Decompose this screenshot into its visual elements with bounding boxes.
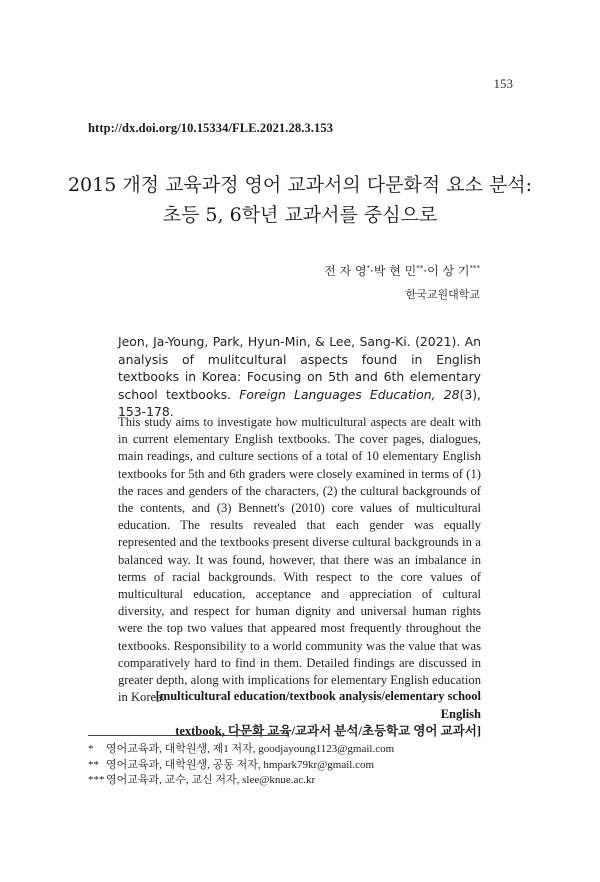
author-1-mark: * — [366, 264, 371, 272]
citation-issue-pages: (3), 153-178. — [118, 386, 481, 419]
keywords-line-1: [multicultural education/textbook analysis/elementary school English — [155, 689, 481, 721]
author-3-mark: *** — [469, 264, 480, 272]
keywords-line-2: textbook, 다문화 교육/교과서 분석/초등학교 영어 교과서] — [175, 724, 481, 738]
footnote-divider — [88, 735, 288, 736]
author-1: 전 자 영 — [324, 264, 367, 278]
citation-journal: Foreign Languages Education, 28 — [239, 386, 460, 402]
footnote-3-text: 영어교육과, 교수, 교신 저자, slee@knue.ac.kr — [106, 774, 316, 786]
abstract-body: This study aims to investigate how multicultural aspects are dealt with in current elementary English textbooks. The cover pages, dialogues, main readings, and culture sections of a total of 10 elementary English textbooks for 5th and 6th graders were closely examined in terms of (1) the races and genders of the characters, (2) the cultural backgrounds of the contents, and (3) Bennett's (2010) core values of multicultural education. The results revealed that each gender was equally represented and the textbooks present diverse cultural backgrounds in a balanced way. It was found, however, that there was an imbalance in terms of racial backgrounds. With respect to the core values of multicultural education, acceptance and appreciation of cultural diversity, and respect for human dignity and universal human rights were the top two values that appeared most frequently throughout the textbooks. Responsibility to a world community was the value that was comparatively hard to find in them. Detailed findings are discussed in greater depth, along with implications for elementary English education in Korea. — [118, 415, 481, 705]
author-list — [324, 262, 480, 279]
author-2: 박 현 민 — [373, 264, 417, 278]
footnote-1-text: 영어교육과, 대학원생, 제1 저자, goodjayoung1123@gmail.com — [106, 743, 395, 755]
author-separator-1: · — [370, 264, 374, 278]
citation-text: Jeon, Ja-Young, Park, Hyun-Min, & Lee, Sang-Ki. (2021). An analysis of mulitcultural aspects found in English textbooks in Korea: Focusing on 5th and 6th elementary school textbooks. — [118, 334, 481, 402]
keywords — [118, 688, 481, 741]
title-line-2: 초등 5, 6학년 교과서를 중심으로 — [162, 204, 438, 226]
footnote-3-mark: *** — [88, 774, 105, 786]
footnotes — [88, 742, 394, 789]
footnote-3 — [88, 773, 394, 789]
author-2-mark: ** — [416, 264, 424, 272]
footnote-1 — [88, 742, 394, 758]
affiliation: 한국교원대학교 — [405, 288, 480, 301]
footnote-1-mark: * — [88, 743, 94, 755]
author-3: 이 상 기 — [427, 264, 470, 278]
page-number: 153 — [493, 76, 513, 91]
paper-title — [0, 170, 600, 230]
footnote-2-text: 영어교육과, 대학원생, 공동 저자, hmpark79kr@gmail.com — [106, 758, 375, 771]
title-line-1: 2015 개정 교육과정 영어 교과서의 다문화적 요소 분석: — [67, 174, 533, 196]
citation — [118, 333, 481, 421]
doi-link[interactable]: http://dx.doi.org/10.15334/FLE.2021.28.3.153 — [88, 121, 334, 135]
footnote-2 — [88, 758, 394, 774]
footnote-2-mark: ** — [88, 758, 99, 771]
author-separator-2: · — [423, 264, 428, 278]
